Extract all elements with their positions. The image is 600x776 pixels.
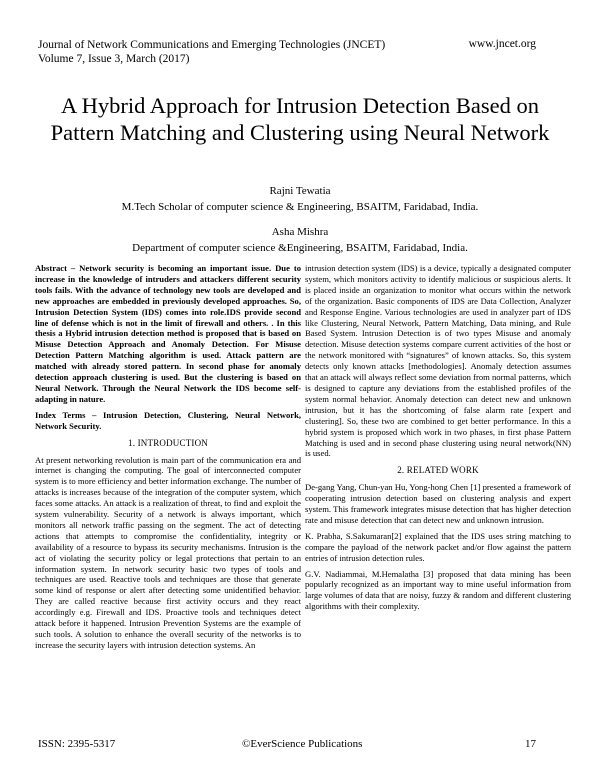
author-2	[30, 226, 570, 255]
paper-title: A Hybrid Approach for Intrusion Detection Based on Pattern Matching and Clustering using Neural Network	[50, 93, 550, 145]
index-terms: Index Terms – Intrusion Detection, Clustering, Neural Network, Network Security.	[35, 409, 301, 431]
author-2-name: Asha Mishra	[271, 226, 329, 238]
journal-header	[38, 38, 385, 66]
footer-issn: ISSN: 2395-5317	[38, 738, 116, 750]
left-column	[35, 263, 301, 656]
author-1	[30, 185, 570, 214]
right-column	[305, 263, 571, 617]
related-work-paragraph: G.V. Nadiammai, M.Hemalatha [3] proposed that data mining has been popularly recognized as an important way to mine useful information from large volumes of data that are noisy, fuzzy & random and different clustering algorithms with their complexity.	[305, 568, 571, 612]
journal-website: www.jncet.org	[468, 38, 536, 50]
introduction-text: At present networking revolution is main part of the communication era and internet is changing the computing. The goal of interconnected computer system is to more efficiency and better information exchange. The number of attacks is increases because of the integration of the computer system, which faces some attacks. An attack is a realization of threat, to find and exploit the system vulnerability. Security of a network is always important, which monitors all network traffic passing on the segment. The act of detecting actions that attempts to compromise the confidentiality, integrity or availability of a resource to bypass its security mechanisms. Intrusion is the act of violating the security policy or legal protections that pertain to an information system. In network security basic two types of tools and techniques are used. Reactive tools and techniques are those that generate some kind of response or alert after detecting some unidentified behavior. They are called reactive because first activity occurs and they react accordingly e.g. Firewall and IDS. Proactive tools and techniques detect attack before it happened. Intrusion Prevention Systems are the example of such tools. A solution to enhance the overall security of the networks is to increase the security layers with intrusion detection systems. An	[35, 454, 301, 650]
footer-publisher: ©EverScience Publications	[242, 738, 363, 750]
introduction-continued: intrusion detection system (IDS) is a device, typically a designated computer system, which monitors activity to identify malicious or suspicious alerts. It is placed inside an organization to monitor what occurs within the network of the organization. Basic components of IDS are Data Collection, Analyzer and Response Engine. Various technologies are used in analyzer part of IDS like Clustering, Neural Network, Pattern Matching, Data mining, and Rule Based System. Intrusion Detection is of two types Misuse and anomaly detection. Misuse detection systems compare current activities of the host or the network monitored with “signatures” of known attacks. So, this system detects only known attacks [methodologies]. Anomaly detection assumes that an attack will always reflect some deviation from normal patterns, which is designed to capture any deviations from the established profiles of the system normal behavior. Anomaly detection can detect new and unknown intrusion, but it has the shortcoming of false alarm rate [expert and clustering]. So, these two are combined to get better performance. In this a hybrid system is proposed which work in two phases, in first phase Pattern Matching is used and in second phase clustering using neural network(NN) is used.	[305, 263, 571, 459]
related-work-paragraph: De-gang Yang, Chun-yan Hu, Yong-hong Chen [1] presented a framework of cooperating intrusion detection based on clustering analysis and expert system. This framework integrates misuse detection that has higher detection rate and misuse detection that can detect new and unknown intrusion.	[305, 482, 571, 525]
related-work-paragraph: K. Prabha, S.Sakumaran[2] explained that the IDS uses string matching to compare the payload of the network packet and/or flow against the pattern entries of intrusion detection rules.	[305, 530, 571, 563]
section-introduction-heading: 1. INTRODUCTION	[128, 437, 208, 448]
author-1-affiliation: M.Tech Scholar of computer science & Engineering, BSAITM, Faridabad, India.	[121, 201, 479, 213]
journal-volume: Volume 7, Issue 3, March (2017)	[38, 53, 190, 65]
section-related-work-heading: 2. RELATED WORK	[397, 465, 479, 476]
journal-name: Journal of Network Communications and Emerging Technologies (JNCET)	[38, 39, 386, 51]
author-2-affiliation: Department of computer science &Engineering, BSAITM, Faridabad, India.	[132, 242, 468, 254]
footer-page-number: 17	[525, 738, 536, 750]
author-1-name: Rajni Tewatia	[269, 185, 331, 197]
abstract: Abstract – Network security is becoming an important issue. Due to increase in the knowledge of intruders and attackers different security tools fails. With the advance of technology new tools are developed and new approaches are embedded in previously developed approaches. So, Intrusion Detection System (IDS) comes into role.IDS provide second line of defense which is not in the limit of firewall and others. . In this thesis a Hybrid intrusion detection method is proposed that is based on Misuse Detection Approach and Anomaly Detection. For Misuse Detection Pattern Matching algorithm is used. Attack pattern are matched with already stored pattern. In second phase for anomaly detection approach clustering is used. But the clustering is based on Neural Network. Through the Neural Network the IDS become self-adapting in nature.	[35, 263, 301, 404]
